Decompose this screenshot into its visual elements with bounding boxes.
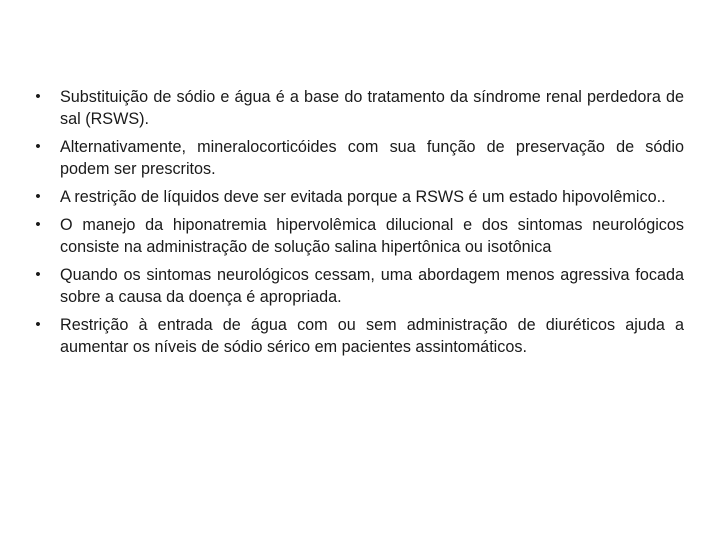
bullet-list <box>28 86 684 364</box>
bullet-text: Alternativamente, mineralocorticóides com sua função de preservação de sódio podem ser prescritos. <box>60 138 684 178</box>
bullet-text: A restrição de líquidos deve ser evitada porque a RSWS é um estado hipovolêmico.. <box>60 188 666 206</box>
bullet-text: O manejo da hiponatremia hipervolêmica dilucional e dos sintomas neurológicos consiste na administração de solução salina hipertônica ou isotônica <box>60 216 684 256</box>
bullet-icon: • <box>35 216 41 233</box>
bullet-icon: • <box>35 316 41 333</box>
bullet-text: Restrição à entrada de água com ou sem administração de diuréticos ajuda a aumentar os níveis de sódio sérico em pacientes assintomáticos. <box>60 316 684 356</box>
bullet-item-1 <box>28 86 684 130</box>
bullet-icon: • <box>35 188 41 205</box>
bullet-text: Quando os sintomas neurológicos cessam, uma abordagem menos agressiva focada sobre a causa da doença é apropriada. <box>60 266 684 306</box>
bullet-item-2 <box>28 136 684 180</box>
bullet-text: Substituição de sódio e água é a base do tratamento da síndrome renal perdedora de sal (RSWS). <box>60 88 684 128</box>
bullet-item-5 <box>28 264 684 308</box>
bullet-icon: • <box>35 88 41 105</box>
bullet-item-6 <box>28 314 684 358</box>
bullet-item-3 <box>28 186 684 208</box>
bullet-icon: • <box>35 266 41 283</box>
bullet-icon: • <box>35 138 41 155</box>
bullet-item-4 <box>28 214 684 258</box>
